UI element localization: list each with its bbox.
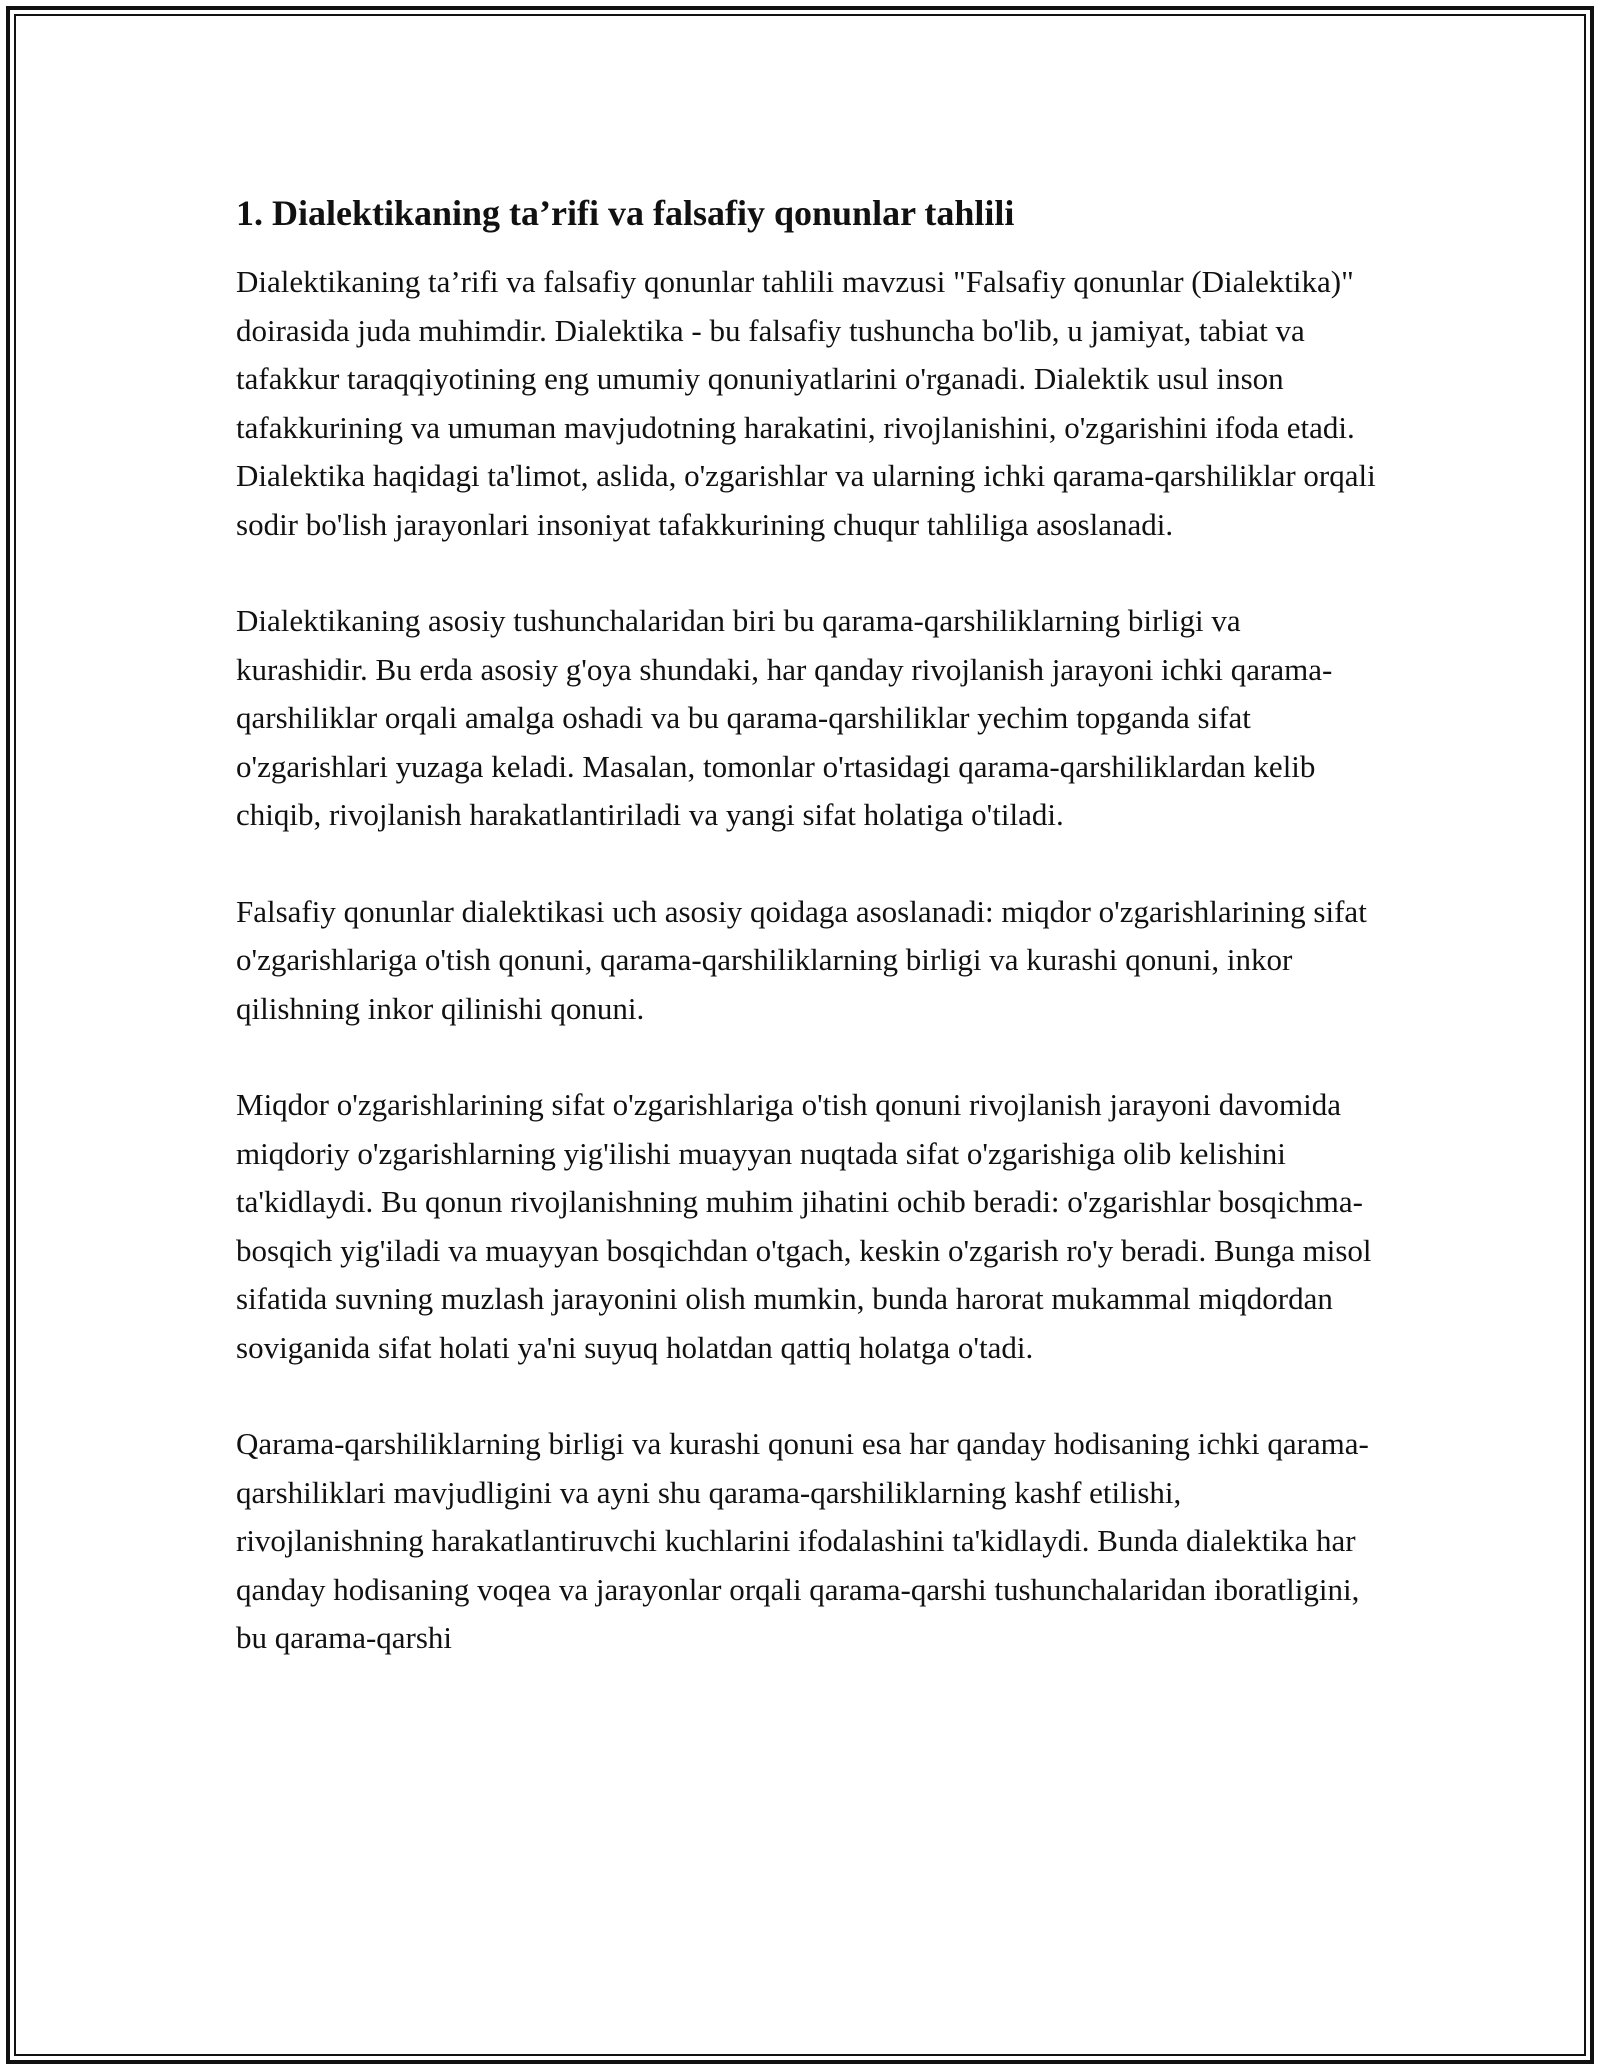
paragraph-quantity-quality: Miqdor o'zgarishlarining sifat o'zgarishlariga o'tish qonuni rivojlanish jarayoni davomida miqdoriy o'zgarishlarning yig'ilishi muayyan nuqtada sifat o'zgarishiga olib kelishini ta'kidlaydi. Bu qonun rivojlanishning muhim jihatini ochib beradi: o'zgarishlar bosqichma-bosqich yig'iladi va muayyan bosqichdan o'tgach, keskin o'zgarish ro'y beradi. Bunga misol sifatida suvning muzlash jarayonini olish mumkin, bunda harorat mukammal miqdordan soviganida sifat holati ya'ni suyuq holatdan qattiq holatga o'tadi.: [236, 1087, 1372, 1365]
document-body: [236, 190, 1376, 1663]
paragraph-definition: Dialektikaning ta’rifi va falsafiy qonunlar tahlili mavzusi "Falsafiy qonunlar (Dialektika)" doirasida juda muhimdir. Dialektika - bu falsafiy tushuncha bo'lib, u jamiyat, tabiat va tafakkur taraqqiyotining eng umumiy qonuniyatlarini o'rganadi. Dialektik usul inson tafakkurining va umuman mavjudotning harakatini, rivojlanishini, o'zgarishini ifoda etadi. Dialektika haqidagi ta'limot, aslida, o'zgarishlar va ularning ichki qarama-qarshiliklar orqali sodir bo'lish jarayonlari insoniyat tafakkurining chuqur tahliliga asoslanadi.: [236, 264, 1376, 542]
paragraph-contradictions: Dialektikaning asosiy tushunchalaridan biri bu qarama-qarshiliklarning birligi va kurashidir. Bu erda asosiy g'oya shundaki, har qanday rivojlanish jarayoni ichki qarama-qarshiliklar orqali amalga oshadi va bu qarama-qarshiliklar yechim topganda sifat o'zgarishlari yuzaga keladi. Masalan, tomonlar o'rtasidagi qarama-qarshiliklardan kelib chiqib, rivojlanish harakatlantiriladi va yangi sifat holatiga o'tiladi.: [236, 603, 1333, 832]
paragraph-three-laws: Falsafiy qonunlar dialektikasi uch asosiy qoidaga asoslanadi: miqdor o'zgarishlarining sifat o'zgarishlariga o'tish qonuni, qarama-qarshiliklarning birligi va kurashi qonuni, inkor qilishning inkor qilinishi qonuni.: [236, 893, 1367, 1026]
paragraph-unity-struggle: Qarama-qarshiliklarning birligi va kurashi qonuni esa har qanday hodisaning ichki qarama-qarshiliklari mavjudligini va ayni shu qarama-qarshiliklarning kashf etilishi, rivojlanishning harakatlantiruvchi kuchlarini ifodalashini ta'kidlaydi. Bunda dialektika har qanday hodisaning voqea va jarayonlar orqali qarama-qarshi tushunchalaridan iboratligini, bu qarama-qarshi: [236, 1426, 1369, 1655]
section-heading: 1. Dialektikaning ta’rifi va falsafiy qonunlar tahlili: [236, 193, 1015, 233]
